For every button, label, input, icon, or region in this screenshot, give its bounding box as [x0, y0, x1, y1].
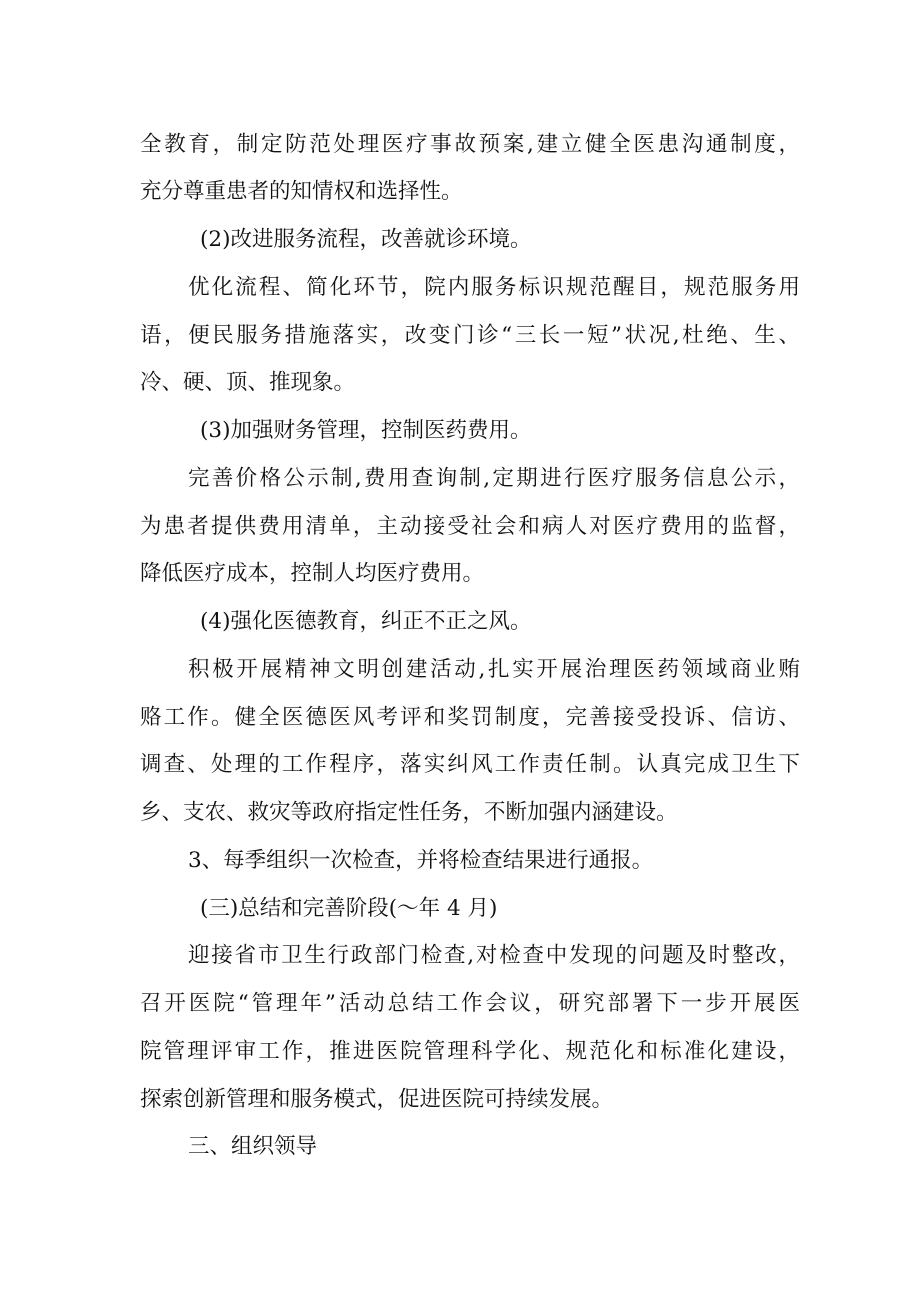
paragraph-line: 乡、支农、救灾等政府指定性任务，不断加强内涵建设。	[140, 800, 678, 825]
paragraph-line: 降低医疗成本，控制人均医疗费用。	[140, 561, 485, 586]
paragraph-line: 优化流程、简化环节，院内服务标识规范醒目，规范服务用	[188, 275, 800, 300]
paragraph-line: 探索创新管理和服务模式，促进医院可持续发展。	[140, 1087, 614, 1112]
paragraph-line: 3、每季组织一次检查，并将检查结果进行通报。	[188, 848, 654, 873]
paragraph-line: 院管理评审工作，推进医院管理科学化、规范化和标准化建设，	[140, 1039, 800, 1064]
section-heading: (3)加强财务管理，控制医药费用。	[200, 418, 532, 443]
paragraph-line: 调查、处理的工作程序，落实纠风工作责任制。认真完成卫生下	[140, 752, 800, 777]
paragraph-line: 充分尊重患者的知情权和选择性。	[140, 179, 463, 204]
section-heading: (三)总结和完善阶段(～年 4 月)	[200, 896, 498, 921]
paragraph-line: 语，便民服务措施落实，改变门诊“三长一短”状况,杜绝、生、	[140, 323, 800, 348]
paragraph-line: 召开医院“管理年”活动总结工作会议，研究部署下一步开展医	[140, 991, 800, 1016]
paragraph-line: 全教育，制定防范处理医疗事故预案,建立健全医患沟通制度，	[140, 132, 800, 157]
paragraph-line: 积极开展精神文明创建活动,扎实开展治理医药领域商业贿	[188, 657, 800, 682]
section-heading: (2)改进服务流程，改善就诊环境。	[200, 227, 532, 252]
paragraph-line: 赂工作。健全医德医风考评和奖罚制度，完善接受投诉、信访、	[140, 705, 800, 730]
section-heading: 三、组织领导	[188, 1134, 318, 1159]
paragraph-line: 迎接省市卫生行政部门检查,对检查中发现的问题及时整改，	[188, 943, 800, 968]
paragraph-line: 冷、硬、顶、推现象。	[140, 370, 356, 395]
section-heading: (4)强化医德教育，纠正不正之风。	[200, 609, 532, 634]
paragraph-line: 完善价格公示制,费用查询制,定期进行医疗服务信息公示，	[188, 466, 800, 491]
paragraph-line: 为患者提供费用清单，主动接受社会和病人对医疗费用的监督，	[140, 514, 800, 539]
